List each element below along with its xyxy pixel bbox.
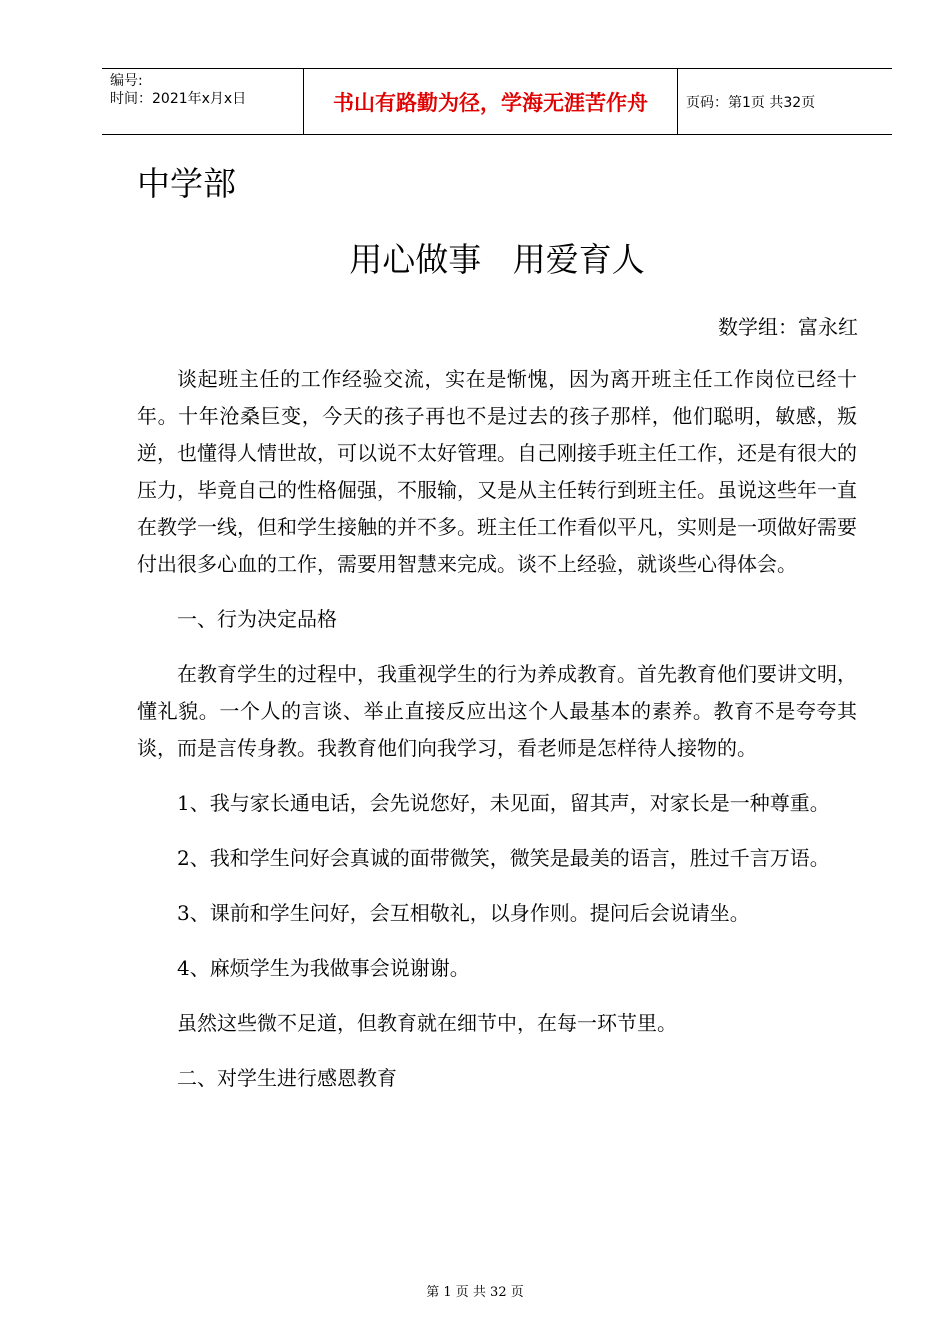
page-footer: 第 1 页 共 32 页 (426, 1285, 524, 1300)
header-motto: 书山有路勤为径，学海无涯苦作舟 (304, 69, 678, 134)
document-body (137, 361, 857, 1097)
header-page-info: 页码：第1页 共32页 (686, 94, 816, 111)
paragraph: 谈起班主任的工作经验交流，实在是惭愧，因为离开班主任工作岗位已经十年。十年沧桑巨变，今天的孩子再也不是过去的孩子那样，他们聪明，敏感，叛逆，也懂得人情世故，可以说不太好管理。自己刚接手班主任工作，还是有很大的压力，毕竟自己的性格倔强，不服输，又是从主任转行到班主任。虽说这些年一直在教学一线，但和学生接触的并不多。班主任工作看似平凡，实则是一项做好需要付出很多心血的工作，需要用智慧来完成。谈不上经验，就谈些心得体会。 (137, 367, 857, 576)
department-heading: 中学部 (137, 164, 236, 203)
section-heading: 一、行为决定品格 (177, 607, 337, 631)
paragraph: 虽然这些微不足道，但教育就在细节中，在每一环节里。 (177, 1011, 677, 1035)
paragraph: 在教育学生的过程中，我重视学生的行为养成教育。首先教育他们要讲文明，懂礼貌。一个人的言谈、举止直接反应出这个人最基本的素养。教育不是夸夸其谈，而是言传身教。我教育他们向我学习，看老师是怎样待人接物的。 (137, 662, 857, 760)
list-item: 1、我与家长通电话，会先说您好，未见面，留其声，对家长是一种尊重。 (177, 791, 830, 815)
list-item: 3、课前和学生问好，会互相敬礼，以身作则。提问后会说请坐。 (177, 901, 750, 925)
section-heading: 二、对学生进行感恩教育 (177, 1066, 397, 1090)
serial-label: 编号: (110, 73, 143, 89)
document-title: 用心做事 用爱育人 (349, 240, 645, 279)
list-item: 2、我和学生问好会真诚的面带微笑，微笑是最美的语言，胜过千言万语。 (177, 846, 830, 870)
list-item: 4、麻烦学生为我做事会说谢谢。 (177, 956, 470, 980)
time-label: 时间：2021年x月x日 (110, 91, 247, 107)
header-meta (102, 69, 304, 134)
page-header (102, 68, 892, 135)
author-line: 数学组：富永红 (718, 315, 858, 339)
